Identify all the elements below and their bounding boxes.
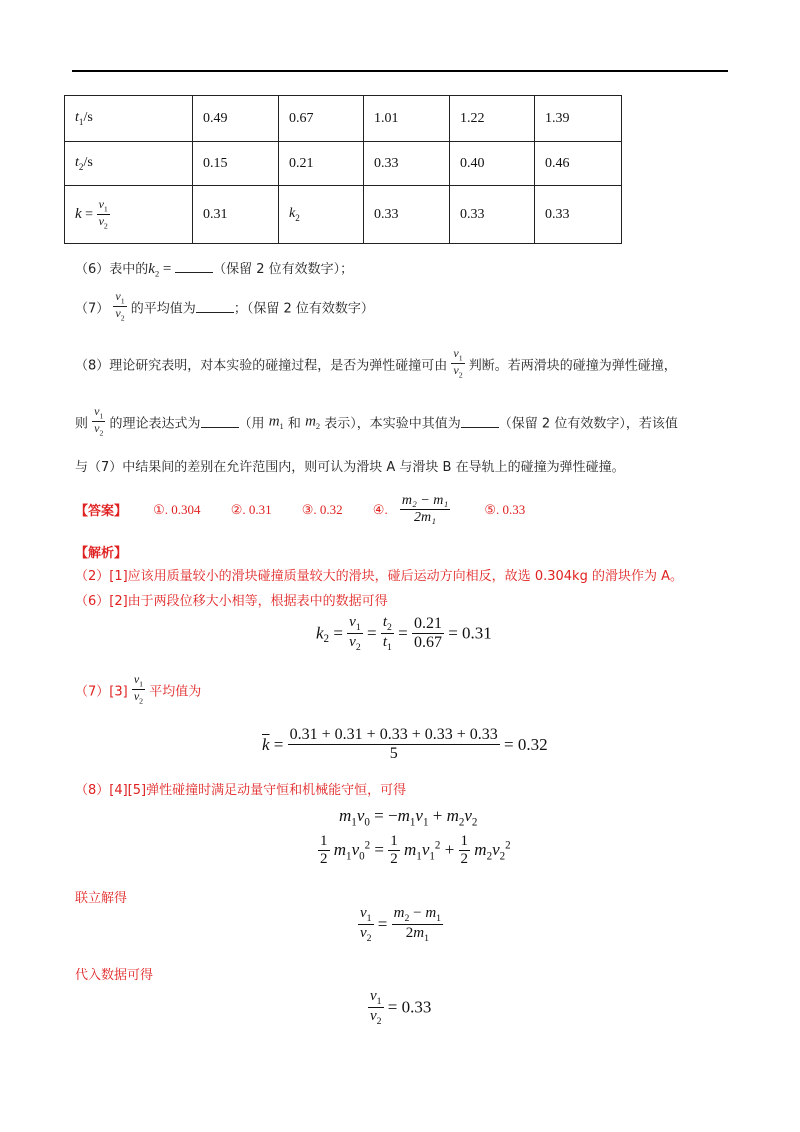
answer-blank: [175, 260, 213, 273]
header-rule: [72, 70, 728, 72]
question-8-line1: （8）理论研究表明，对本实验的碰撞过程，是否为弹性碰撞可由 $\frac{v_1}{v_2}$ 判断。若两滑块的碰撞为弹性碰撞，: [75, 346, 677, 380]
table-cell: 1.22: [450, 96, 535, 142]
question-6: （6）表中的$k_2$ = （保留 2 位有效数字）；: [75, 261, 354, 279]
row-label: k = $\frac{v_1}{v_2}$: [65, 186, 193, 244]
table-cell: 1.39: [535, 96, 622, 142]
row-label: $t_1/s$: [65, 96, 193, 142]
table-cell: 0.21: [279, 142, 364, 186]
question-8-line3: 与（7）中结果间的差别在允许范围内，则可认为滑块 A 与滑块 B 在导轨上的碰撞为弹性碰撞。: [75, 460, 625, 475]
table-cell: 0.67: [279, 96, 364, 142]
table-cell: 0.49: [193, 96, 279, 142]
table-cell: 0.31: [193, 186, 279, 244]
answer-blank: [196, 300, 234, 313]
equation-momentum: $m_1v_0 = -m_1v_1 + m_2v_2$: [339, 806, 478, 829]
analysis-joint: 联立解得: [75, 891, 128, 906]
table-cell-k2: $k_2$: [279, 186, 364, 244]
answer-blank: [201, 415, 239, 428]
equation-solution: $\frac{v_1}{v_2}$ = $\frac{m_2 - m_1}{2m_1}$: [360, 905, 442, 945]
question-8-line2: 则 $\frac{v_1}{v_2}$ 的理论表达式为 （用 $m_1$ 和 $m_2$ 表示），本实验中其值为 （保留 2 位有效数字），若该值: [75, 404, 678, 438]
table-cell: 0.33: [364, 142, 450, 186]
data-table: [64, 95, 622, 244]
table-row-t1: [65, 96, 622, 142]
table-cell: 0.15: [193, 142, 279, 186]
table-cell: 0.33: [450, 186, 535, 244]
answer-line: 【答案】 ①. 0.304 ②. 0.31 ③. 0.32 ④. $\frac{\text{m₂ − m₁}}{\text{2m₁}}$ ⑤. 0.33: [75, 493, 526, 526]
analysis-part2: （2）[1]应该用质量较小的滑块碰撞质量较大的滑块，碰后运动方向相反，故选 0.304kg 的滑块作为 A。: [75, 569, 683, 584]
table-row-t2: [65, 142, 622, 186]
table-cell: 0.33: [535, 186, 622, 244]
question-7: （7） $\frac{v_1}{v_2}$ 的平均值为 ；（保留 2 位有效数字）: [75, 289, 374, 323]
equation-final: $\frac{v_1}{v_2}$ = 0.33: [370, 988, 432, 1028]
table-cell: 0.40: [450, 142, 535, 186]
equation-k2: $k_2$ = $\frac{v_1}{v_2}$ = $\frac{t_2}{t_1}$ = $\frac{0.21}{0.67}$ = 0.31: [316, 614, 492, 654]
analysis-label: 【解析】: [75, 546, 128, 561]
row-label: $t_2/s$: [65, 142, 193, 186]
table-row-k: [65, 186, 622, 244]
analysis-part7: （7）[3] $\frac{v_1}{v_2}$ 平均值为: [75, 672, 202, 706]
table-cell: 1.01: [364, 96, 450, 142]
analysis-part6: （6）[2]由于两段位移大小相等，根据表中的数据可得: [75, 594, 388, 609]
equation-average: $\overline{k}$ = $\frac{0.31 + 0.31 + 0.33 + 0.33 + 0.33}{5}$ = 0.32: [262, 726, 548, 763]
table-cell: 0.33: [364, 186, 450, 244]
table-cell: 0.46: [535, 142, 622, 186]
answer-blank: [461, 415, 499, 428]
equation-energy: $\frac{1}{2}$ $m_1v_0^2$ = $\frac{1}{2}$ $m_1v_1^2$ + $\frac{1}{2}$ $m_2v_2^2$: [320, 833, 511, 868]
analysis-substitute: 代入数据可得: [75, 968, 154, 983]
analysis-part8: （8）[4][5]弹性碰撞时满足动量守恒和机械能守恒，可得: [75, 783, 407, 798]
